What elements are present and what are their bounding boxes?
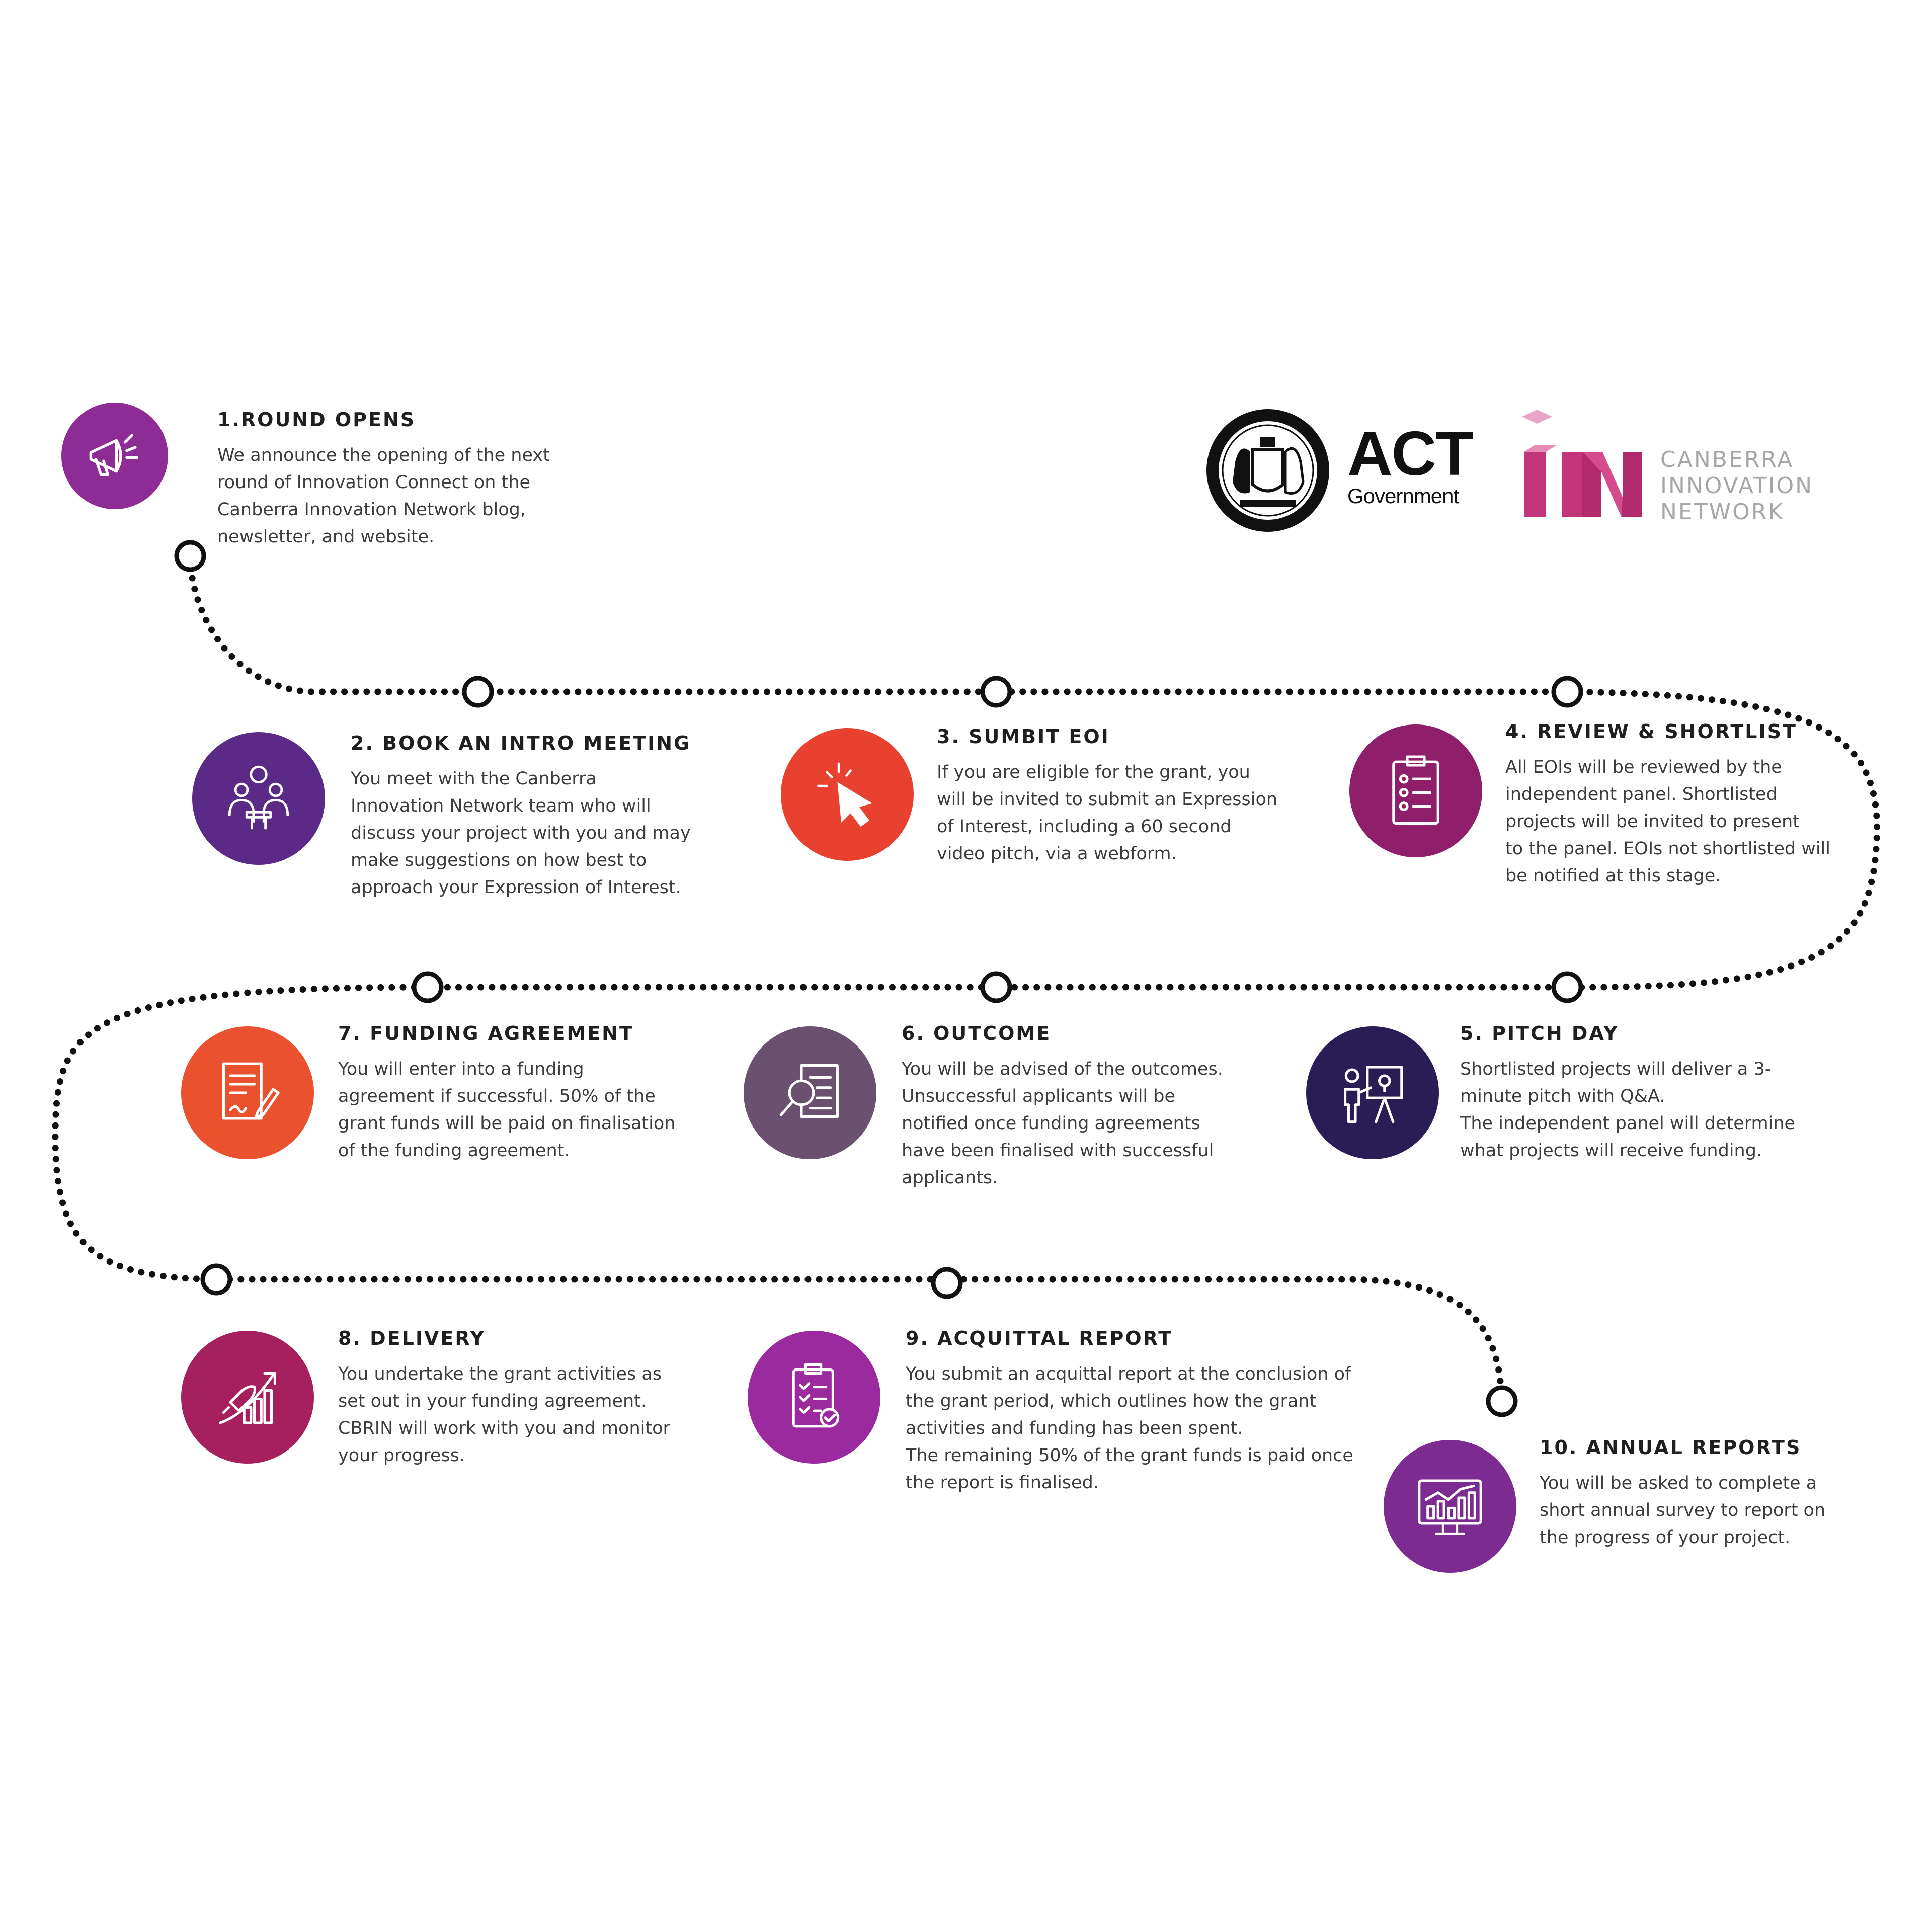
step-2-title: 2. BOOK AN INTRO MEETING [351,732,691,754]
step-2-desc: You meet with the Canberra Innovation Network team who will discuss your project with you and may make suggestions on how best to approach your Expression of Interest. [351,769,691,898]
step-6-icon-circle [744,1026,876,1159]
clipboard-list-icon [1373,748,1459,834]
step-1 [217,409,680,550]
step-1-title: 1.ROUND OPENS [217,409,416,431]
coat-of-arms-icon [1206,409,1329,532]
step-10 [1540,1436,1922,1551]
step-10-icon-circle [1384,1440,1516,1573]
megaphone-icon [72,413,157,499]
cbrin-line-2: INNOVATION [1660,473,1814,499]
timeline-node-9 [933,1269,960,1297]
step-3-desc: If you are eligible for the grant, you will be invited to submit an Expression of Interest, including a 60 second video pitch, via a webform. [937,762,1278,864]
step-3-title: 3. SUMBIT EOI [937,726,1110,748]
step-10-title: 10. ANNUAL REPORTS [1540,1436,1802,1459]
cbrin-line-1: CANBERRA [1660,447,1794,472]
timeline-node-6 [983,974,1010,1001]
timeline-node-10 [1488,1388,1515,1415]
step-8 [338,1327,781,1469]
step-1-desc: We announce the opening of the next round of Innovation Connect on the Canberra Innovation Network blog, newsletter, and website. [217,445,550,547]
timeline-node-8 [203,1266,230,1293]
cbrin-wordmark [1660,447,1813,525]
presenter-icon [1330,1050,1415,1136]
step-3-icon-circle [781,728,914,861]
step-9-desc: You submit an acquittal report at the conclusion of the grant period, which outlines how the grant activities and funding has been spent. The remaining 50% of the grant funds is paid once the report is finalised. [906,1364,1353,1493]
step-7-desc: You will enter into a funding agreement if successful. 50% of the grant funds will be paid on finalisation of the funding agreement. [338,1059,676,1161]
step-10-desc: You will be asked to complete a short annual survey to report on the progress of your project. [1540,1473,1826,1548]
step-4-icon-circle [1349,725,1482,857]
timeline-node-7 [414,974,441,1001]
step-5-title: 5. PITCH DAY [1460,1022,1619,1044]
in-monogram-icon [1517,407,1648,527]
step-7-icon-circle [181,1026,314,1159]
signed-document-icon [205,1050,290,1136]
cursor-click-icon [804,752,890,837]
step-4 [1505,720,1918,890]
timeline-node-3 [983,678,1010,705]
step-4-desc: All EOIs will be reviewed by the independent panel. Shortlisted projects will be invited to present to the panel. EOIs not shortlisted will be notified at this stage. [1505,757,1830,886]
checklist-icon [771,1354,857,1440]
step-5-icon-circle [1306,1026,1439,1159]
step-3 [937,726,1390,867]
step-2 [351,732,854,901]
monitor-chart-icon [1407,1464,1493,1549]
step-6-title: 6. OUTCOME [902,1022,1052,1044]
timeline-node-2 [464,678,492,705]
step-8-icon-circle [181,1331,314,1464]
meeting-icon [216,756,301,841]
act-wordmark: ACT [1347,419,1473,489]
step-9-icon-circle [748,1331,880,1464]
step-1-icon-circle [61,403,168,509]
timeline-node-5 [1554,974,1581,1001]
timeline-line [55,556,1877,1401]
step-4-title: 4. REVIEW & SHORTLIST [1505,720,1797,743]
step-9 [906,1327,1409,1496]
step-7-title: 7. FUNDING AGREEMENT [338,1022,634,1044]
step-2-icon-circle [192,732,325,865]
step-7 [338,1022,781,1164]
act-subtitle: Government [1347,484,1459,508]
magnifier-document-icon [767,1050,853,1136]
timeline-nodes [177,542,1581,1415]
step-5-desc: Shortlisted projects will deliver a 3- minute pitch with Q&A. The independent panel will determine what projects will receive funding. [1460,1059,1796,1161]
step-9-title: 9. ACQUITTAL REPORT [906,1327,1173,1349]
rocket-growth-icon [205,1354,290,1440]
timeline-node-1 [177,542,204,570]
step-8-title: 8. DELIVERY [338,1327,486,1349]
step-5 [1460,1022,1903,1164]
cbrin-line-3: NETWORK [1660,499,1785,525]
timeline-node-4 [1554,678,1581,705]
step-6 [902,1022,1354,1191]
step-8-desc: You undertake the grant activities as set out in your funding agreement. CBRIN will work with you and monitor your progress. [338,1364,670,1466]
step-6-desc: You will be advised of the outcomes. Unsuccessful applicants will be notified once funding agreements have been finalised with successful applicants. [902,1059,1223,1188]
